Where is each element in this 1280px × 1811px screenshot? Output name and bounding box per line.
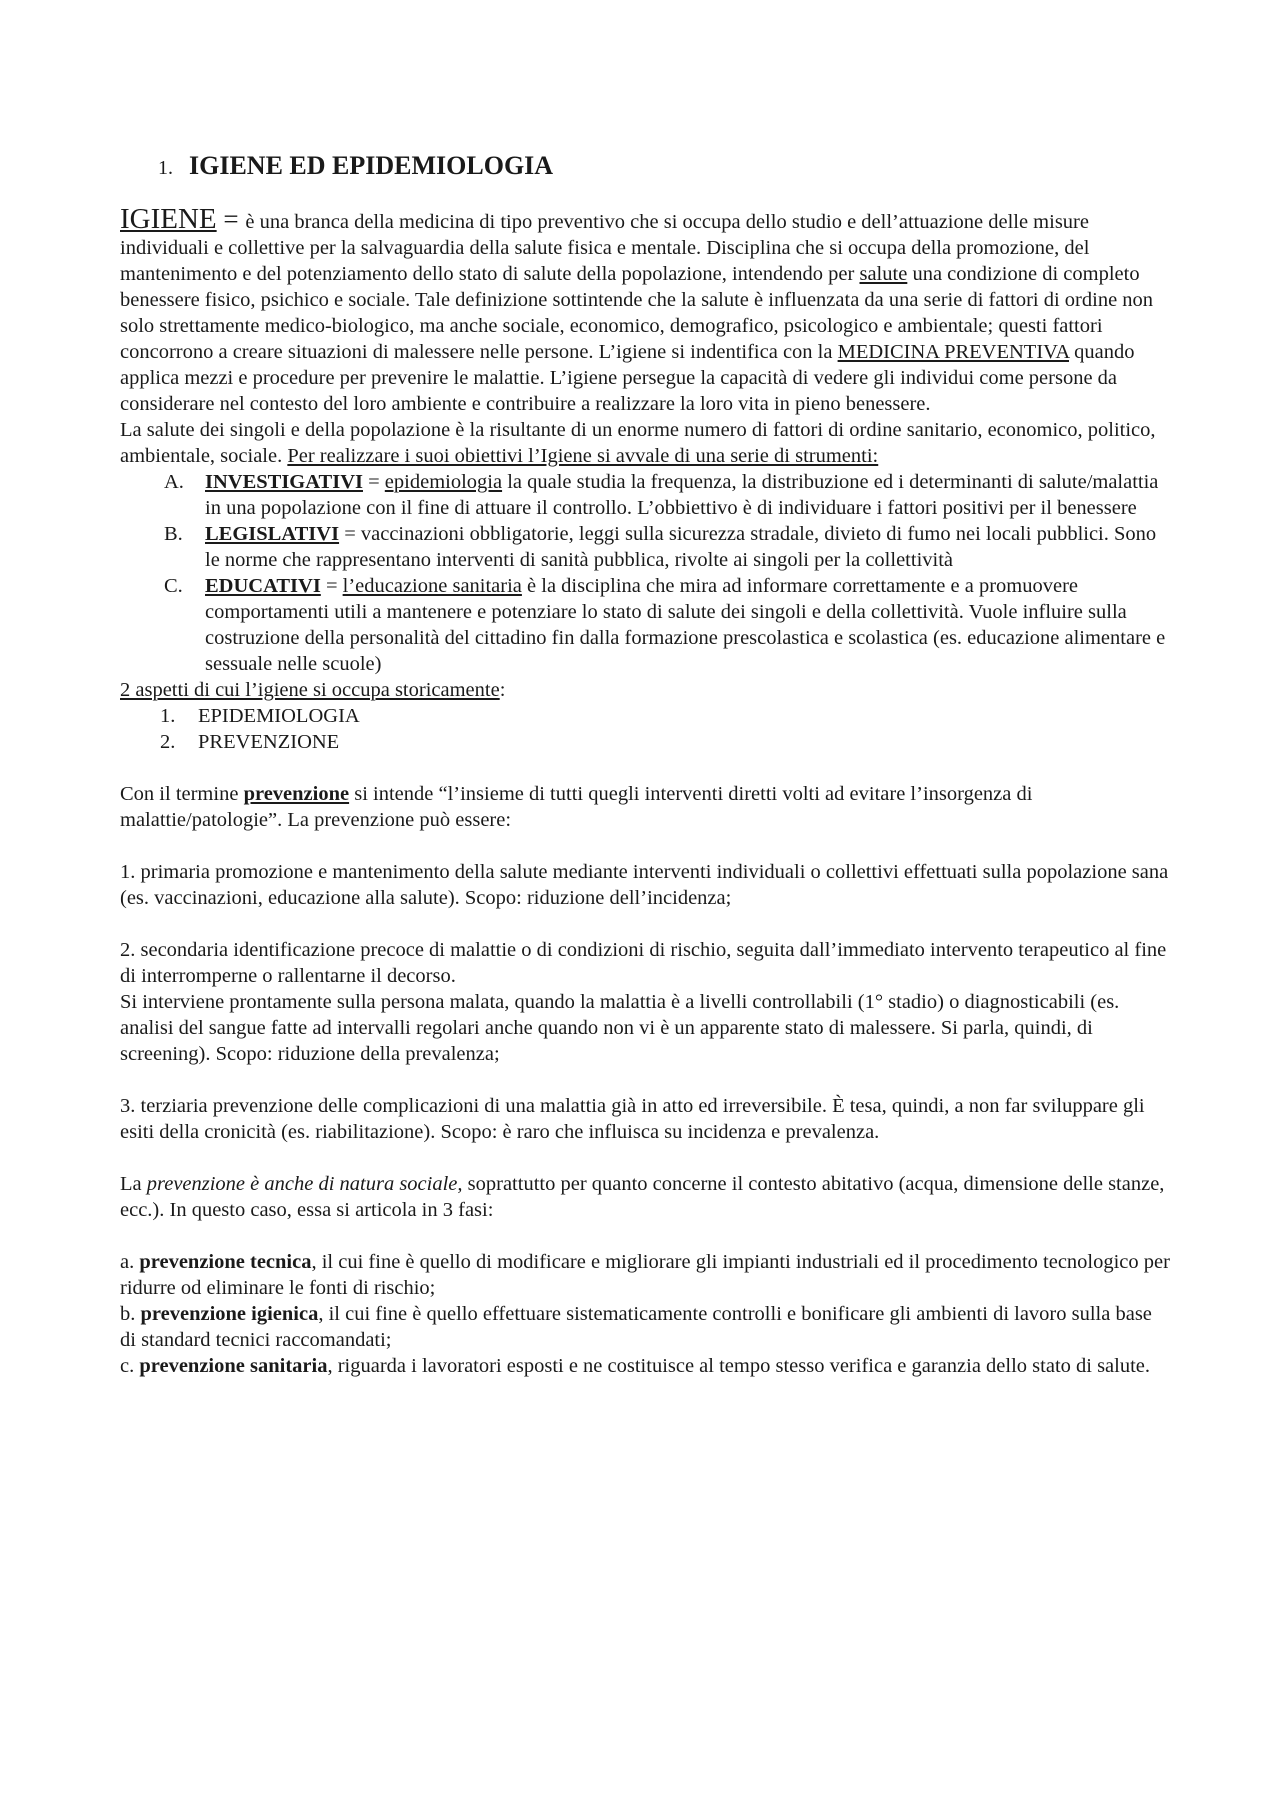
tool-equals: = [339,523,361,545]
phase-letter: b. [120,1303,141,1325]
list-item [120,521,1170,573]
document-body [120,150,1170,1379]
medicina-preventiva-term: MEDICINA PREVENTIVA [837,341,1069,363]
list-item [120,729,1170,755]
tool-text: è la disciplina che mira ad informare correttamente e a promuovere comportamenti utili a mantenere e potenziare lo stato di salute dei singoli e della collettività. Vuole influire sulla costruzione della personalità del cittadino fin dalla formazione prescolastica e scolastica (es. educazione alimentare e sessuale nelle scuole) [205,575,1166,675]
prevention-post: si intende “l’insieme di tutti quegli interventi diretti volti ad evitare l’insorgenza di malattie/patologie”. La prevenzione può essere: [120,783,1033,831]
tool-text: vaccinazioni obbligatorie, leggi sulla sicurezza stradale, divieto di fumo nei locali pubblici. Sono le norme che rappresentano interventi di sanità pubblica, rivolte ai singoli per la collettività [205,523,1157,571]
section-number: 1. [158,157,173,179]
primary-prevention: 1. primaria promozione e mantenimento della salute mediante interventi individuali o collettivi effettuati sulla popolazione sana (es. vaccinazioni, educazione alla salute). Scopo: riduzione dell’incidenza; [120,861,1169,909]
list-marker: C. [164,575,183,597]
social-italic: prevenzione è anche di natura sociale, [146,1173,463,1195]
phase-item [120,1249,1170,1301]
list-item [120,469,1170,521]
salute-term: salute [859,263,908,285]
intro-text-2: una condizione di completo benessere fisico, psichico e sociale. Tale definizione sottintende che la salute è influenzata da una serie di fattori di ordine non solo strettamente medico-biologico, ma anche sociale, economico, demografico, psicologico e ambientale; questi fattori concorrono a creare situazioni di malessere nelle persone. L’igiene si indentifica con la [120,263,1154,363]
section-title: IGIENE ED EPIDEMIOLOGIA [189,151,554,180]
list-marker: 1. [160,705,176,727]
phase-text: , il cui fine è quello effettuare sistematicamente controlli e bonificare gli ambienti di lavoro sulla base di standard tecnici raccomandati; [120,1303,1152,1351]
phase-item [120,1353,1170,1379]
prevention-definition [120,781,1170,833]
prevention-pre: Con il termine [120,783,244,805]
tool-text: la quale studia la frequenza, la distribuzione ed i determinanti di salute/malattia in una popolazione con il fine di attuare il controllo. L’obbiettivo è di individuare i fattori positivi per il benessere [205,471,1159,519]
tools-intro-text: La salute dei singoli e della popolazione è la risultante di un enorme numero di fattori di ordine sanitario, economico, politico, ambientale, sociale. [120,419,1156,467]
list-marker: B. [164,523,183,545]
intro-text-3: quando applica mezzi e procedure per prevenire le malattie. L’igiene persegue la capacità di vedere gli individui come persone da considerare nel contesto del loro ambiente e contribuire a realizzare la loro vita in pieno benessere. [120,341,1135,415]
tools-list [120,469,1170,677]
tool-equals: = [362,471,385,493]
social-prevention [120,1171,1170,1223]
tool-name: INVESTIGATIVI [205,471,363,493]
tertiary-prevention: 3. terziaria prevenzione delle complicazioni di una malattia già in atto ed irreversibile. È tesa, quindi, a non far sviluppare gli esiti della cronicità (es. riabilitazione). Scopo: è raro che influisca su incidenza e prevalenza. [120,1095,1145,1143]
phase-term: prevenzione tecnica [139,1251,312,1273]
aspects-list [120,703,1170,755]
secondary-prevention-detail: Si interviene prontamente sulla persona malata, quando la malattia è a livelli controllabili (1° stadio) o diagnosticabili (es. analisi del sangue fatte ad intervalli regolari anche quando non vi è un apparente stato di malessere. Si parla, quindi, di screening). Scopo: riduzione della prevalenza; [120,991,1120,1065]
secondary-prevention: 2. secondaria identificazione precoce di malattie o di condizioni di rischio, seguita dall’immediato intervento terapeutico al fine di interromperne o rallentarne il decorso. [120,939,1167,987]
social-post: soprattutto per quanto concerne il contesto abitativo (acqua, dimensione delle stanze, ecc.). In questo caso, essa si articola in 3 fasi: [120,1173,1165,1221]
aspect-label: PREVENZIONE [198,731,340,753]
phase-text: , riguarda i lavoratori esposti e ne costituisce al tempo stesso verifica e garanzia dello stato di salute. [327,1355,1151,1377]
aspects-heading [120,677,1170,703]
tools-intro-underlined: Per realizzare i suoi obiettivi l’Igiene si avvale di una serie di strumenti: [287,445,879,467]
phase-letter: a. [120,1251,140,1273]
tool-name: EDUCATIVI [205,575,321,597]
aspect-label: EPIDEMIOLOGIA [198,705,360,727]
aspects-colon: : [499,679,506,701]
prevention-term: prevenzione [243,783,350,805]
tool-link: l’educazione sanitaria [342,575,522,597]
phase-term: prevenzione sanitaria [139,1355,328,1377]
aspects-heading-text: 2 aspetti di cui l’igiene si occupa storicamente [120,679,500,701]
phase-item [120,1301,1170,1353]
list-item [120,573,1170,677]
phase-text: , il cui fine è quello di modificare e migliorare gli impianti industriali ed il procedimento tecnologico per ridurre od eliminare le fonti di rischio; [120,1251,1170,1299]
list-marker: 2. [160,731,176,753]
tool-equals: = [320,575,343,597]
tool-link: epidemiologia [384,471,503,493]
igiene-term: IGIENE [120,203,217,235]
phase-letter: c. [120,1355,140,1377]
list-item [120,703,1170,729]
intro-text-1: è una branca della medicina di tipo preventivo che si occupa dello studio e dell’attuazione delle misure individuali e collettive per la salvaguardia della salute fisica e mentale. Disciplina che si occupa della promozione, del mantenimento e del potenziamento dello stato di salute della popolazione, intendendo per [120,211,1090,285]
section-heading [158,150,1170,184]
list-marker: A. [164,471,184,493]
igiene-equals: = [216,204,246,234]
tool-name: LEGISLATIVI [205,523,340,545]
intro-paragraph [120,203,1170,417]
tools-paragraph [120,417,1170,469]
phase-term: prevenzione igienica [140,1303,319,1325]
social-pre: La [120,1173,147,1195]
